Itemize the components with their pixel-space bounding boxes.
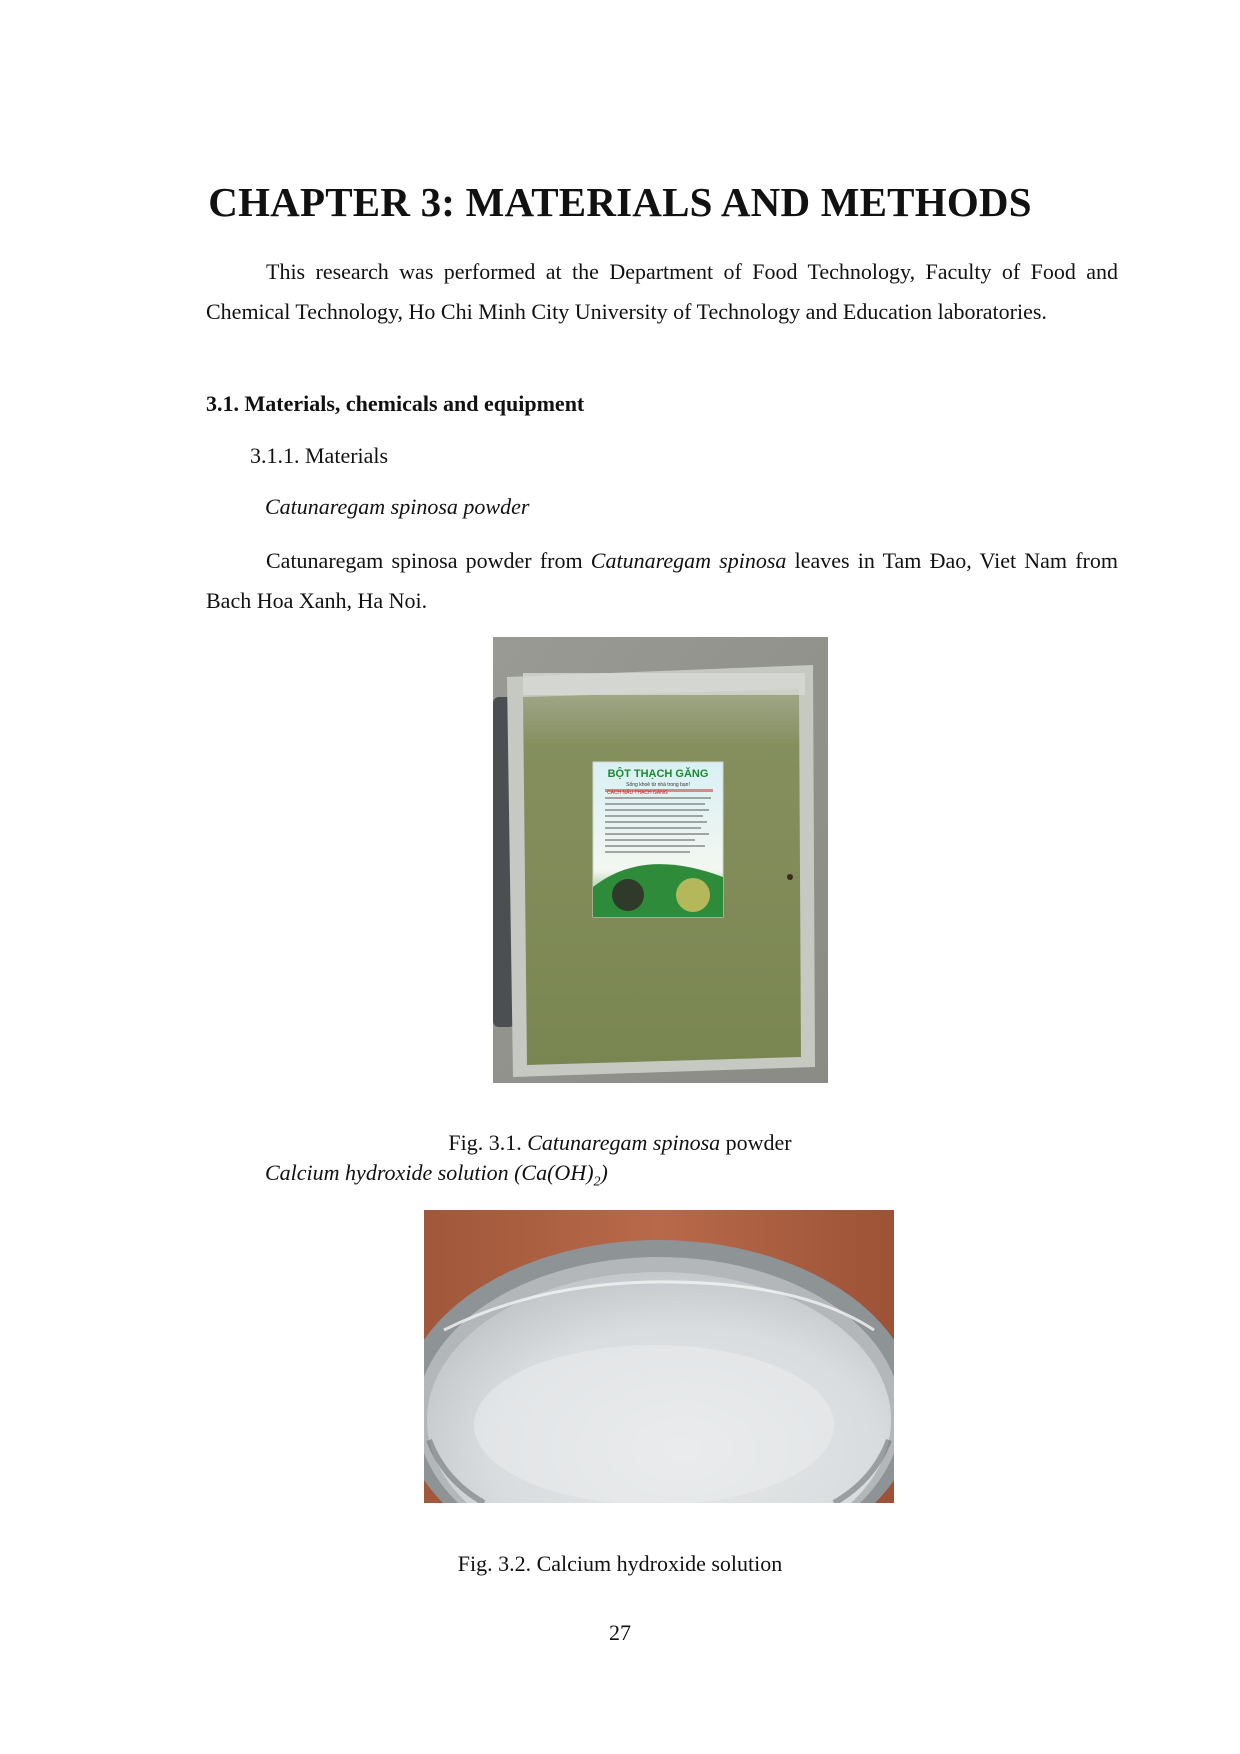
figure1-caption-italic: Catunaregam spinosa	[527, 1130, 721, 1155]
figure1-caption	[0, 1128, 1240, 1158]
item1-paragraph	[206, 541, 1118, 621]
figure1-caption-prefix: Fig. 3.1.	[448, 1130, 528, 1155]
item1-paragraph-italic: Catunaregam spinosa	[590, 548, 787, 573]
package-label-section: CÁCH NẤU THẠCH GĂNG	[607, 790, 668, 796]
item2-heading-text: Calcium hydroxide solution (Ca(OH)	[265, 1160, 594, 1185]
intro-paragraph: This research was performed at the Department of Food Technology, Faculty of Food and Chemical Technology, Ho Chi Minh City University of Technology and Education laboratories.	[206, 259, 1118, 324]
item2-heading-close: )	[600, 1160, 608, 1185]
item2-heading	[265, 1158, 608, 1197]
item2-heading-sub: 2	[593, 1174, 601, 1190]
figure-powder-photo	[493, 637, 828, 1083]
powder-package-illustration	[493, 637, 828, 1083]
page-number: 27	[609, 1620, 631, 1645]
subsection-heading: 3.1.1. Materials	[250, 443, 389, 468]
item1-heading: Catunaregam spinosa powder	[265, 494, 530, 519]
solution-dish-illustration	[424, 1210, 894, 1503]
item1-paragraph-part2: leaves in Tam Đao, Viet Nam from Bach Hoa Xanh, Ha Noi.	[206, 548, 1118, 613]
item1-paragraph-part1: Catunaregam spinosa powder from	[266, 548, 591, 573]
figure2-caption: Fig. 3.2. Calcium hydroxide solution	[457, 1551, 783, 1576]
section-heading: 3.1. Materials, chemicals and equipment	[206, 391, 585, 416]
package-label-subtitle: Sống khoẻ từ nhà trong bạn!	[626, 782, 690, 788]
package-label-title: BỘT THẠCH GĂNG	[607, 768, 709, 780]
chapter-title: CHAPTER 3: MATERIALS AND METHODS	[208, 179, 1032, 225]
figure1-caption-suffix: powder	[720, 1130, 792, 1155]
figure-solution-photo	[424, 1210, 894, 1503]
